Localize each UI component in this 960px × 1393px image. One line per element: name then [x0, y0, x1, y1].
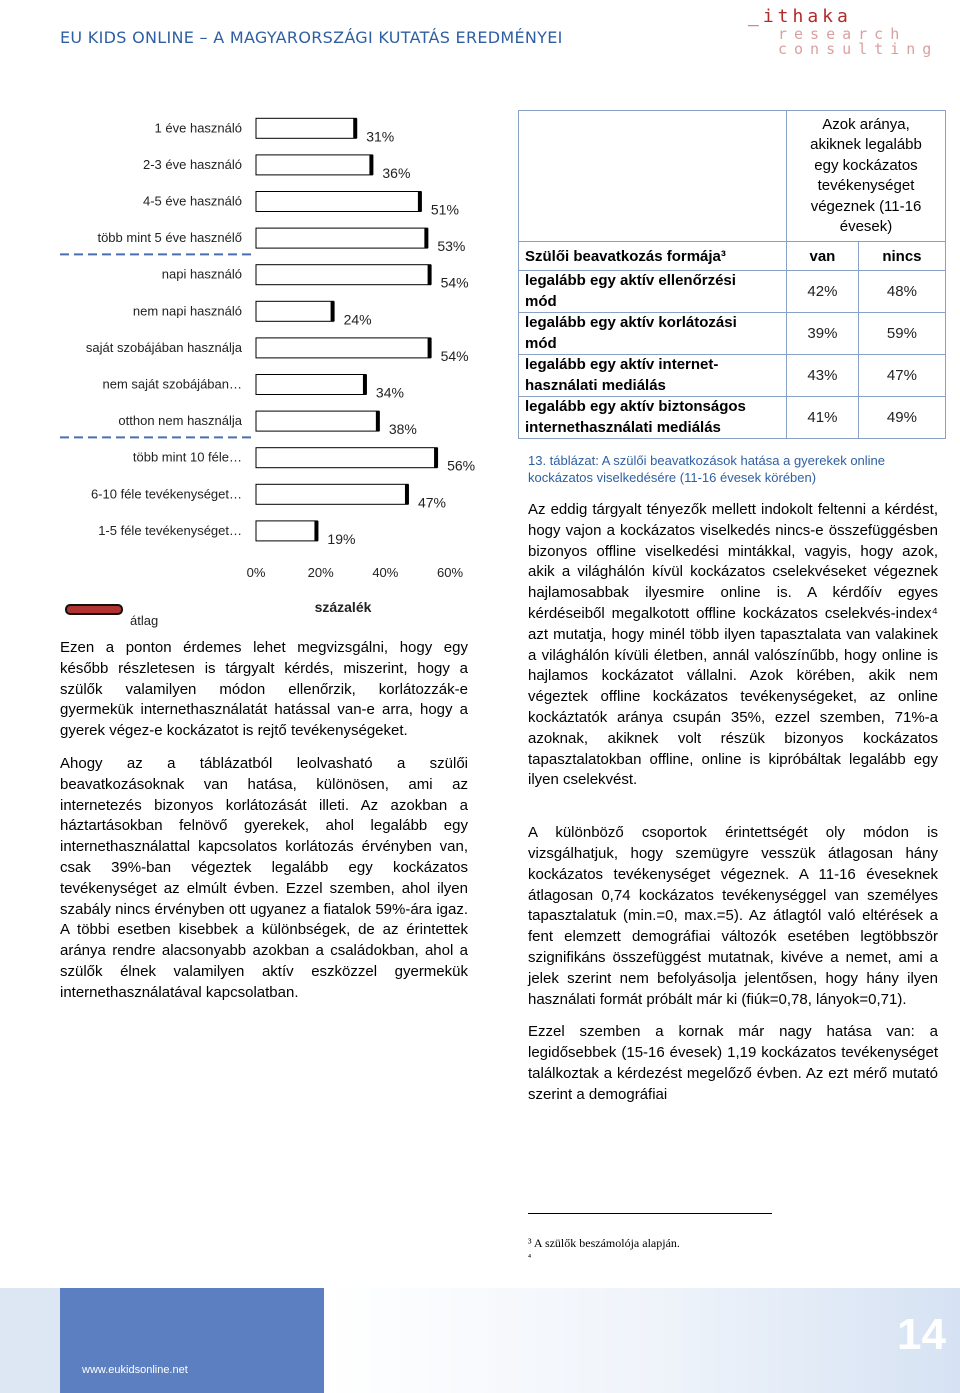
bar	[256, 192, 421, 212]
bar	[256, 118, 356, 138]
category-label: több mint 10 féle…	[132, 449, 242, 465]
bar-end-mark	[428, 338, 432, 358]
bar-end-mark	[424, 228, 428, 248]
row-value-nincs: 49%	[858, 397, 945, 439]
bar	[256, 265, 431, 285]
logo-line-1: _ithaka	[748, 6, 852, 27]
footnote-divider	[528, 1213, 772, 1214]
row-value-nincs: 48%	[858, 271, 945, 313]
row-value-van: 43%	[787, 355, 859, 397]
x-tick-label: 0%	[246, 565, 266, 580]
bar	[256, 448, 437, 468]
x-tick-label: 20%	[307, 565, 334, 580]
table-row	[519, 313, 946, 355]
table-row	[519, 397, 946, 439]
bar-end-mark	[331, 301, 335, 321]
x-tick-label: 40%	[372, 565, 399, 580]
bar-end-mark	[418, 192, 422, 212]
table-col-nincs: nincs	[858, 242, 945, 271]
table-col-van: van	[787, 242, 859, 271]
x-tick-label: 60%	[436, 565, 464, 580]
right-paragraph-1: Az eddig tárgyalt tényezők mellett indokolt feltenni a kérdést, hogy vajon a kockázatos viselkedés nincs-e összefüggésben bizonyos offline viselkedési mintákkal, vagyis, hogy azok, akik a világhálón kívül kockázatos cselekvéseket végeznek hajlamosabbak ilyesmire online is. A kérdőív egyes kérdéseiből megalkotott offline kockázatos cselekvés-index⁴ azt mutatja, hogy minél több ilyen tapasztalata van valakinek a világhálón kívüli életben, annál valószínűbb, hogy online is hajlamos kockázatot vállalni. Azok körében, akik nem végeztek offline kockázatos tevékenységeket, az online kockáztatók aránya csupán 35%, ezzel szemben, 71%-a azoknak, akiknek volt részük bizonyos kockázatos tapasztalatokban offline, online is kipróbáltak legalább egy ilyen cselekvést.	[528, 501, 938, 789]
value-label: 24%	[343, 311, 372, 328]
table-subheader-label: Szülői beavatkozás formája³	[519, 242, 787, 271]
value-label: 54%	[440, 274, 469, 291]
bar	[256, 338, 431, 358]
risk-bar-chart	[60, 100, 480, 635]
bar-end-mark	[369, 155, 373, 175]
parental-intervention-table	[518, 110, 946, 439]
value-label: 54%	[440, 347, 469, 364]
category-label: nem napi használó	[132, 303, 242, 319]
value-label: 47%	[417, 494, 446, 511]
right-paragraph-2: A különböző csoportok érintettségét oly módon is vizsgálhatjuk, hogy szemügyre vesszük átlagosan hány kockázatos tevékenységet végeznek. A 11-16 éveseknek átlagosan 0,74 kockázatos tevékenységgel van személyes tapasztalatuk (min.=0, max.=5). Az átlagtól való eltérések a fent elemzett demográfiai változók esetében legtöbbször szignifikáns összefüggést mutatnak, kivéve a nemet, ami a jelek szerint nem befolyásolja jelentősen, hogy hány ilyen használati formát próbált már ki (fiúk=0,78, lányok=0,71).	[528, 824, 938, 1008]
value-label: 38%	[388, 421, 417, 438]
row-label: legalább egy aktív internet- használati mediálás	[519, 355, 787, 397]
category-label: napi használó	[161, 266, 242, 282]
value-label: 51%	[430, 201, 459, 218]
left-paragraph-1: Ezen a ponton érdemes lehet megvizsgálni, hogy egy később részletesen is tárgyalt kérdés, miszerint, hogy a szülők valamilyen módon ellenőrzik, korlátozzák-e gyermekük internethasználatát hatással van-e arra, hogy a gyerek végez-e kockázatot is rejtő tevékenységeket.	[60, 639, 468, 740]
footnote-4: ⁴	[528, 1252, 532, 1262]
right-column-text	[528, 500, 938, 1118]
table-row	[519, 271, 946, 313]
bar-end-mark	[376, 411, 380, 431]
bar-end-mark	[314, 521, 318, 541]
bar-end-mark	[405, 484, 409, 504]
bar	[256, 228, 427, 248]
row-value-van: 42%	[787, 271, 859, 313]
left-column-text	[60, 638, 468, 1016]
bar	[256, 411, 379, 431]
row-value-van: 39%	[787, 313, 859, 355]
row-label: legalább egy aktív korlátozási mód	[519, 313, 787, 355]
page-header-title: EU KIDS ONLINE – A MAGYARORSZÁGI KUTATÁS EREDMÉNYEI	[60, 28, 563, 47]
footer-url-link[interactable]: www.eukidsonline.net	[82, 1364, 188, 1376]
ithaka-logo	[748, 6, 948, 58]
category-label: nem saját szobájában…	[102, 376, 242, 392]
footnote-3: ³ A szülők beszámolója alapján.	[528, 1236, 680, 1250]
table-header: Azok aránya, akiknek legalább egy kockázatos tevékenységet végeznek (11-16 évesek)	[787, 111, 946, 242]
row-label: legalább egy aktív ellenőrzési mód	[519, 271, 787, 313]
right-paragraph-3: Ezzel szemben a kornak már nagy hatása van: a legidősebbek (15-16 évesek) 1,19 kockázatos tevékenységet találkoztak a kérdezést megelőző évben. Az ezt mérő mutató szerint a demográfiai	[528, 1023, 938, 1103]
bar-end-mark	[363, 375, 367, 395]
category-label: saját szobájában használja	[85, 339, 242, 355]
category-label: 1 éve használó	[154, 120, 242, 136]
bar-end-mark	[353, 118, 357, 138]
footer-gradient	[324, 1288, 960, 1393]
value-label: 53%	[437, 238, 466, 255]
bar	[256, 375, 366, 395]
bar	[256, 484, 408, 504]
bar-end-mark	[434, 448, 438, 468]
category-label: otthon nem használja	[118, 413, 242, 429]
page-number: 14	[897, 1310, 946, 1359]
legend-swatch	[66, 605, 122, 614]
legend-label: átlag	[130, 613, 159, 628]
value-label: 34%	[375, 384, 404, 401]
logo-line-3: consulting	[778, 40, 939, 58]
table-row	[519, 355, 946, 397]
x-axis-title: százalék	[314, 599, 372, 615]
bar	[256, 301, 334, 321]
row-value-nincs: 59%	[858, 313, 945, 355]
row-value-nincs: 47%	[858, 355, 945, 397]
value-label: 56%	[447, 457, 476, 474]
bar-end-mark	[428, 265, 432, 285]
category-label: több mint 5 éve hasznélő	[97, 230, 242, 246]
table-caption: 13. táblázat: A szülői beavatkozások hatása a gyerekek online kockázatos viselkedésére (11-16 évesek körében)	[528, 453, 886, 485]
logo-line-2: research	[778, 25, 907, 43]
value-label: 19%	[327, 530, 356, 547]
value-label: 31%	[366, 128, 395, 145]
category-label: 2-3 éve használó	[142, 156, 242, 172]
table-corner-cell	[519, 111, 787, 242]
category-label: 6-10 féle tevékenységet…	[90, 486, 242, 502]
bar	[256, 155, 372, 175]
row-label: legalább egy aktív biztonságos internethasználati mediálás	[519, 397, 787, 439]
category-label: 4-5 éve használó	[142, 193, 242, 209]
footer-logo-box	[60, 1288, 324, 1393]
row-value-van: 41%	[787, 397, 859, 439]
footer-left-band	[0, 1288, 60, 1393]
left-paragraph-2: Ahogy az a táblázatból leolvasható a szülői beavatkozásoknak van hatása, különösen, ami az internetezés bizonyos korlátozását illeti. Az azokban a háztartásokban felnövő gyerekek, ahol legalább egy internethasználattal kapcsolatos korlátozás érvényben van, csak 39%-ban végeztek legalább egy kockázatos tevékenységet az elmúlt évben. Ezzel szemben, ahol ilyen szabály nincs érvényben ott ugyanez a fiatalok 59%-ára igaz. A többi esetben kisebbek a különbségek, de az érintettek aránya rendre alacsonyabb azokban a családokban, ahol a szülők élnek valamilyen aktív eszközzel gyermekük internethasználatával kapcsolatban.	[60, 754, 468, 1001]
bar	[256, 521, 317, 541]
category-label: 1-5 féle tevékenységet…	[98, 522, 242, 538]
value-label: 36%	[382, 164, 411, 181]
